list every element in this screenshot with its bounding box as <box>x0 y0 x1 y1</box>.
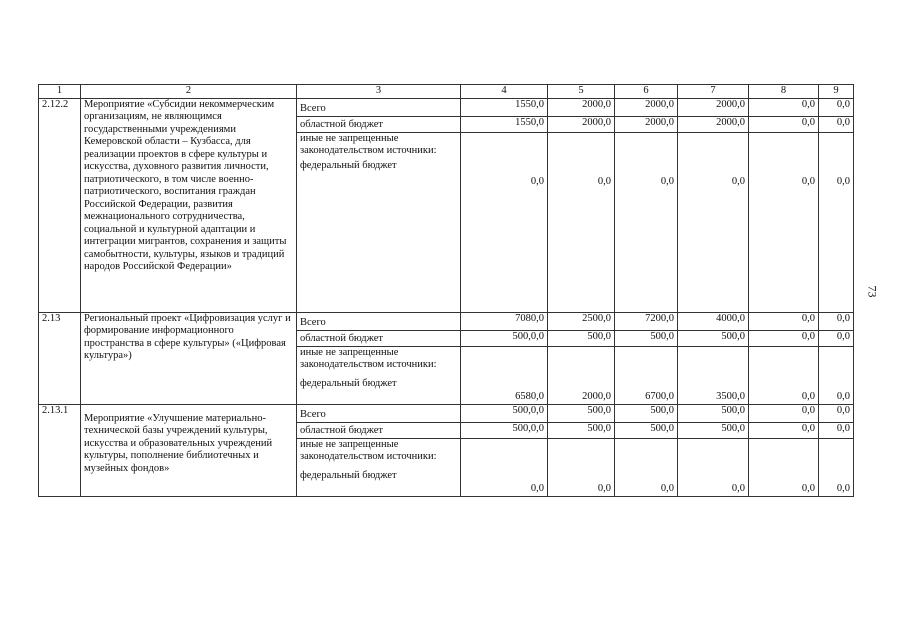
source-regional-label: областной бюджет <box>297 330 461 346</box>
source-total-label: Всего <box>297 98 461 116</box>
value-cell: 500,0 <box>548 404 615 422</box>
value-cell: 500,0 <box>615 330 678 346</box>
source-total-label: Всего <box>297 312 461 330</box>
value-cell: 2000,0 <box>548 346 615 404</box>
source-other-label: иные не запрещенные законодательством источники: <box>300 132 437 156</box>
value-cell: 500,0 <box>615 422 678 438</box>
value-cell: 0,0 <box>749 132 819 312</box>
value-cell: 0,0 <box>749 438 819 496</box>
value-cell: 0,0 <box>461 132 548 312</box>
value-cell: 0,0 <box>615 132 678 312</box>
value-cell: 1550,0 <box>461 98 548 116</box>
value-cell: 0,0 <box>819 330 854 346</box>
value-cell: 2000,0 <box>678 98 749 116</box>
row-code: 2.12.2 <box>39 98 81 312</box>
value-cell: 0,0 <box>819 116 854 132</box>
row-code: 2.13 <box>39 312 81 404</box>
value-cell: 0,0 <box>819 438 854 496</box>
value-cell: 0,0 <box>749 330 819 346</box>
value-cell: 2000,0 <box>615 116 678 132</box>
value-cell: 500,0 <box>678 404 749 422</box>
value-cell: 2000,0 <box>548 116 615 132</box>
value-cell: 500,0,0 <box>461 422 548 438</box>
value-cell: 2500,0 <box>548 312 615 330</box>
value-cell: 0,0 <box>819 312 854 330</box>
source-total-label: Всего <box>297 404 461 422</box>
header-row <box>39 85 854 99</box>
row-code: 2.13.1 <box>39 404 81 496</box>
header-cell: 2 <box>81 85 297 99</box>
value-cell: 500,0,0 <box>461 330 548 346</box>
value-cell: 0,0 <box>819 346 854 404</box>
value-cell: 0,0 <box>819 404 854 422</box>
source-other-cell <box>297 132 461 312</box>
value-cell: 0,0 <box>749 312 819 330</box>
value-cell: 0,0 <box>548 438 615 496</box>
value-cell: 500,0 <box>548 422 615 438</box>
value-cell: 0,0 <box>678 132 749 312</box>
source-other-cell <box>297 346 461 404</box>
value-cell: 0,0 <box>461 438 548 496</box>
table-row <box>39 312 854 330</box>
source-other-label: иные не запрещенные законодательством источники: <box>300 346 437 370</box>
source-federal-label: федеральный бюджет <box>300 469 397 481</box>
value-cell: 0,0 <box>749 346 819 404</box>
page-number: 73 <box>865 285 880 298</box>
header-cell: 4 <box>461 85 548 99</box>
row-name: Мероприятие «Субсидии некоммерческим организациям, не являющимся государственными учреждениями Кемеровской области – Кузбасса, для реализации проектов в сфере культуры и искусства, духовного развития личности, патриотического, в том числе военно-патриотического, воспитания граждан Российской Федерации, развития межнационального сотрудничества, социальной и культурной адаптации и интеграции мигрантов, сохранения и защиты самобытности, культуры, языков и традиций народов Российской Федерации» <box>81 98 297 312</box>
value-cell: 0,0 <box>819 422 854 438</box>
source-federal-label: федеральный бюджет <box>300 377 397 389</box>
header-cell: 1 <box>39 85 81 99</box>
value-cell: 0,0 <box>819 132 854 312</box>
value-cell: 0,0 <box>548 132 615 312</box>
value-cell: 0,0 <box>678 438 749 496</box>
budget-table <box>38 84 854 497</box>
value-cell: 2000,0 <box>678 116 749 132</box>
value-cell: 7200,0 <box>615 312 678 330</box>
row-name: Мероприятие «Улучшение материально-технической базы учреждений культуры, искусства и образовательных учреждений культуры, пополнение библиотечных и музейных фондов» <box>81 404 297 496</box>
value-cell: 0,0 <box>749 98 819 116</box>
header-cell: 3 <box>297 85 461 99</box>
value-cell: 6700,0 <box>615 346 678 404</box>
header-cell: 5 <box>548 85 615 99</box>
source-other-label: иные не запрещенные законодательством источники: <box>300 438 437 462</box>
value-cell: 0,0 <box>819 98 854 116</box>
value-cell: 2000,0 <box>548 98 615 116</box>
value-cell: 500,0,0 <box>461 404 548 422</box>
value-cell: 2000,0 <box>615 98 678 116</box>
value-cell: 3500,0 <box>678 346 749 404</box>
value-cell: 7080,0 <box>461 312 548 330</box>
value-cell: 0,0 <box>749 422 819 438</box>
row-name: Региональный проект «Цифровизация услуг и формирование информационного пространства в сфере культуры» («Цифровая культура») <box>81 312 297 404</box>
source-regional-label: областной бюджет <box>297 422 461 438</box>
source-federal-label: федеральный бюджет <box>300 159 397 171</box>
value-cell: 500,0 <box>678 330 749 346</box>
value-cell: 0,0 <box>615 438 678 496</box>
value-cell: 500,0 <box>615 404 678 422</box>
source-other-cell <box>297 438 461 496</box>
table-row <box>39 98 854 116</box>
value-cell: 0,0 <box>749 404 819 422</box>
header-cell: 6 <box>615 85 678 99</box>
value-cell: 6580,0 <box>461 346 548 404</box>
value-cell: 0,0 <box>749 116 819 132</box>
header-cell: 7 <box>678 85 749 99</box>
value-cell: 500,0 <box>548 330 615 346</box>
source-regional-label: областной бюджет <box>297 116 461 132</box>
header-cell: 9 <box>819 85 854 99</box>
table-row <box>39 404 854 422</box>
value-cell: 1550,0 <box>461 116 548 132</box>
header-cell: 8 <box>749 85 819 99</box>
value-cell: 4000,0 <box>678 312 749 330</box>
value-cell: 500,0 <box>678 422 749 438</box>
